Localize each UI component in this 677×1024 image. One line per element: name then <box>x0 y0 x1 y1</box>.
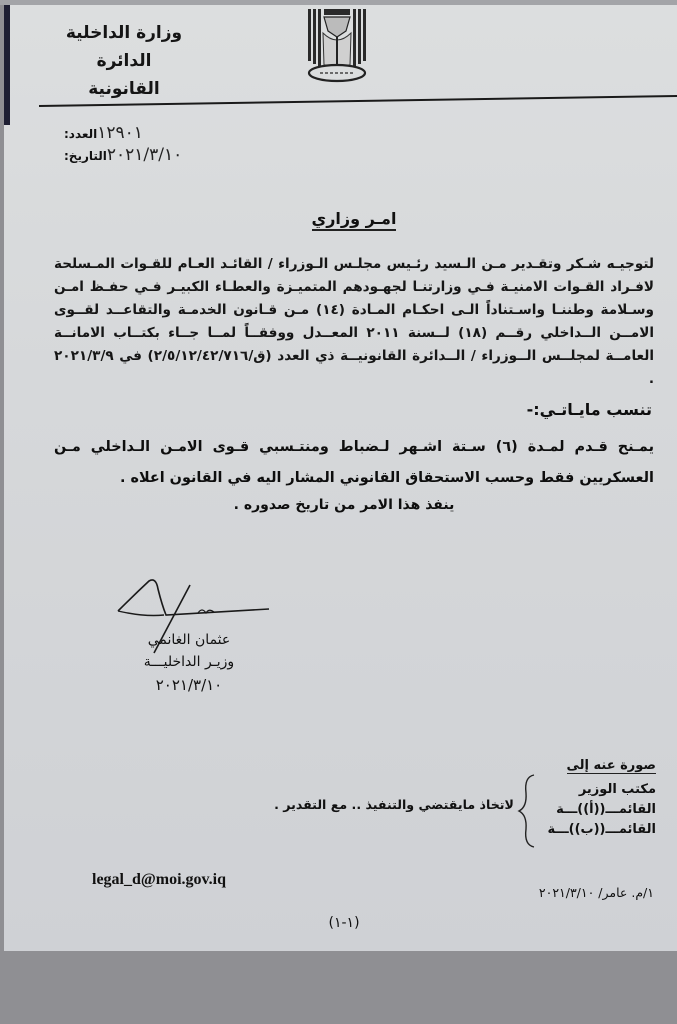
date-value: ٢٠٢١/٣/١٠ <box>106 145 183 165</box>
copies-title-text: صورة عنه إلى <box>566 758 656 773</box>
document-page <box>4 5 677 951</box>
document-meta <box>64 123 224 167</box>
author-reference: ١/م. عامر/ ٢٠٢١/٣/١٠ <box>538 885 654 900</box>
number-label: العدد: <box>64 127 98 141</box>
copy-recipient: القائمـــ((أ))ـــة <box>556 802 656 817</box>
copies-note: لاتخاذ مايقتضي والتنفيذ .. مع التقدير . <box>274 797 514 812</box>
preamble-paragraph: لتوجيـه شـكر وتقـدير مـن الـسيد رئـيس مجلـس الـوزراء / القائـد العـام للقـوات المـسلحة لافـراد القـوات الامنيـة فـي وزارتنـا لجهـودهم المتميـزة والعطـاء الكبيـر فـي حفـظ امـن وسـلامة وطننـا واسـتناداً الـى احكـام المـادة (١٤) مـن قـانون الخدمـة والتقاعــد لقــوى الامــن الــداخلي رقــم (١٨) لــسنة ٢٠١١ المعــدل ووفقــاً لمــا جــاء بكتــاب الامانــة العامــة لمجلــس الــوزراء / الــدائرة القانونيــة ذي العدد (ق/٢/٥/١٢/٤٢/٧١٦) في ٢٠٢١/٣/٩ . <box>54 256 655 387</box>
copies-list <box>544 780 656 840</box>
copy-recipient: مكتب الوزير <box>578 782 656 797</box>
decree-text: يمـنح قـدم لمـدة (٦) سـتة اشـهر لـضباط ومنتـسبي قـوى الامـن الـداخلي مـن العسكريين فقط وحسب الاستحقاق القانوني المشار اليه في القانون اعلاه . <box>54 439 654 486</box>
contact-email[interactable]: legal_d@moi.gov.iq <box>92 871 227 888</box>
signatory-block <box>114 629 264 697</box>
signatory-name: عثمان الغانمي <box>147 632 231 648</box>
binder-edge <box>4 5 10 125</box>
copy-recipient: القائمـــ((ب))ـــة <box>547 822 656 837</box>
copies-title <box>566 758 656 773</box>
document-title <box>304 209 404 228</box>
number-value: ١٢٩٠١ <box>97 123 143 143</box>
signature-date: ٢٠٢١/٣/١٠ <box>155 676 223 694</box>
title-text: امـر وزاري <box>312 209 397 231</box>
date-label: التاريخ: <box>64 149 107 163</box>
signatory-position: وزيـر الداخليـــة <box>143 654 235 670</box>
decree-execution: ينفذ هذا الامر من تاريخ صدوره . <box>233 497 455 513</box>
brace-icon <box>516 773 538 849</box>
ministry-name: وزارة الداخلية <box>65 23 183 43</box>
coat-of-arms-icon <box>306 7 368 83</box>
number-row <box>64 123 224 145</box>
decree-heading: تنسب مايـاتـي:- <box>526 400 652 419</box>
letterhead <box>64 19 184 103</box>
page-number: (١-١) <box>328 915 360 931</box>
department-name: الدائرة القانونية <box>88 51 160 99</box>
date-row <box>64 145 224 167</box>
